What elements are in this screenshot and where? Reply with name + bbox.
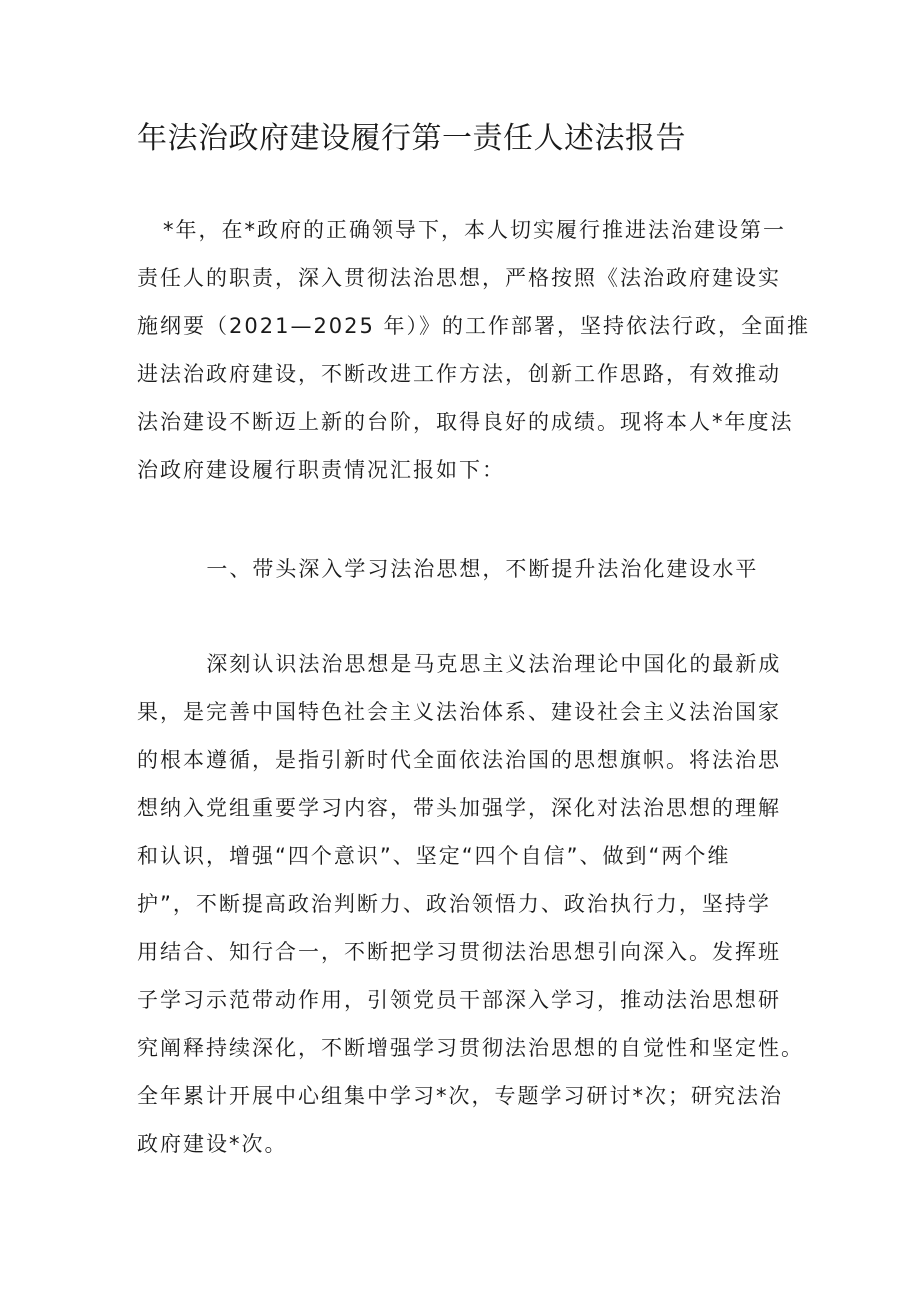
text-line: 护”，不断提高政治判断力、政治领悟力、政治执行力，坚持学 bbox=[137, 892, 771, 916]
text-line: 用结合、知行合一，不断把学习贯彻法治思想引向深入。发挥班 bbox=[137, 940, 781, 964]
text-line: 和认识，增强“四个意识”、坚定“四个自信”、做到“两个维 bbox=[137, 844, 731, 868]
text-line: 深刻认识法治思想是马克思主义法治理论中国化的最新成 bbox=[137, 652, 782, 676]
text-line: 责任人的职责，深入贯彻法治思想，严格按照《法治政府建设实 bbox=[137, 266, 781, 290]
text-line: 究阐释持续深化，不断增强学习贯彻法治思想的自觉性和坚定性。 bbox=[137, 1036, 804, 1060]
document-title: 年法治政府建设履行第一责任人述法报告 bbox=[137, 121, 686, 156]
text-line: 果，是完善中国特色社会主义法治体系、建设社会主义法治国家 bbox=[137, 700, 781, 724]
text-line: 子学习示范带动作用，引领党员干部深入学习，推动法治思想研 bbox=[137, 988, 781, 1012]
section-heading-text: 一、带头深入学习法治思想，不断提升法治化建设水平 bbox=[137, 557, 759, 581]
section-heading bbox=[137, 545, 797, 593]
text-line: *年，在*政府的正确领导下，本人切实履行推进法治建设第一 bbox=[137, 218, 787, 242]
text-line: 施纲要（2021—2025 年）》的工作部署，坚持依法行政，全面推 bbox=[137, 314, 811, 338]
text-line: 进法治政府建设，不断改进工作方法，创新工作思路，有效推动 bbox=[137, 362, 781, 386]
text-line: 政府建设*次。 bbox=[137, 1132, 288, 1156]
text-line: 法治建设不断迈上新的台阶，取得良好的成绩。现将本人*年度法 bbox=[137, 410, 794, 434]
intro-paragraph bbox=[137, 206, 811, 494]
text-line: 治政府建设履行职责情况汇报如下： bbox=[137, 458, 505, 482]
text-line: 的根本遵循，是指引新时代全面依法治国的思想旗帜。将法治思 bbox=[137, 748, 781, 772]
text-line: 全年累计开展中心组集中学习*次，专题学习研讨*次；研究法治 bbox=[137, 1084, 783, 1108]
section-body-paragraph bbox=[137, 640, 804, 1168]
text-line: 想纳入党组重要学习内容，带头加强学，深化对法治思想的理解 bbox=[137, 796, 781, 820]
